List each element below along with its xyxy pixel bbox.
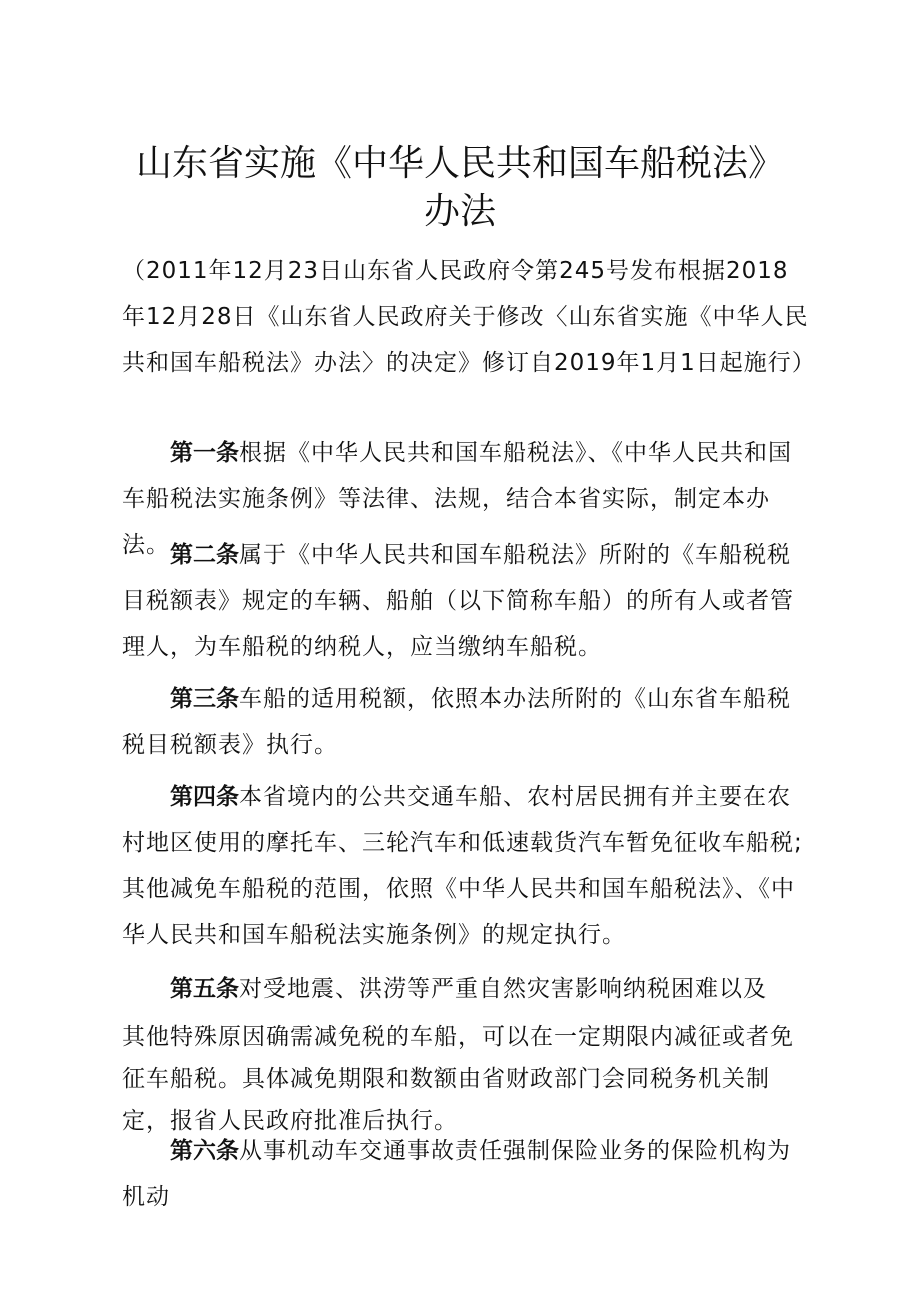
article-text: 属于《中华人民共和国车船税法》所附的《车船税税目税额表》规定的车辆、船舶（以下简称车船）的所有人或者管理人，为车船税的纳税人，应当缴纳车船税。 [122, 542, 794, 660]
article-text: 其他特殊原因确需减免税的车船，可以在一定期限内减征或者免征车船税。具体减免期限和数额由省财政部门会同税务机关制定，报省人民政府批准后执行。 [122, 1024, 794, 1134]
article-label: 第一条 [170, 440, 239, 466]
document-title-line1: 山东省实施《中华人民共和国车船税法》 [135, 143, 784, 184]
promulgation-note: （2011年12月23日山东省人民政府令第245号发布根据2018年12月28日《山东省人民政府关于修改〈山东省实施《中华人民共和国车船税法》办法〉的决定》修订自2019年1月1日起施行） [122, 258, 816, 376]
article-text: 从事机动车交通事故责任强制保险业务的保险机构为机动 [122, 1138, 791, 1210]
article-label: 第四条 [170, 784, 239, 810]
article-6 [122, 1128, 812, 1220]
article-label: 第二条 [170, 542, 239, 568]
article-text: 车船的适用税额，依照本办法所附的《山东省车船税税目税额表》执行。 [122, 686, 791, 758]
article-label: 第六条 [170, 1138, 239, 1164]
article-4 [122, 774, 812, 958]
article-text: 根据《中华人民共和国车船税法》、《中华人民共和国车船税法实施条例》等法律、法规，结合本省实际，制定本办法。 [122, 440, 792, 558]
article-text: 对受地震、洪涝等严重自然灾害影响纳税困难以及 [239, 976, 767, 1002]
article-3 [122, 676, 812, 768]
article-text: 本省境内的公共交通车船、农村居民拥有并主要在农村地区使用的摩托车、三轮汽车和低速载货汽车暂免征收车船税;其他减免车船税的范围，依照《中华人民共和国车船税法》、《中华人民共和国车船税法实施条例》的规定执行。 [122, 784, 803, 948]
article-5-continuation [122, 1016, 812, 1142]
article-5 [122, 966, 812, 1012]
article-2 [122, 532, 812, 670]
article-label: 第五条 [170, 976, 239, 1002]
document-title-line2: 办法 [423, 191, 496, 232]
article-label: 第三条 [170, 686, 239, 712]
